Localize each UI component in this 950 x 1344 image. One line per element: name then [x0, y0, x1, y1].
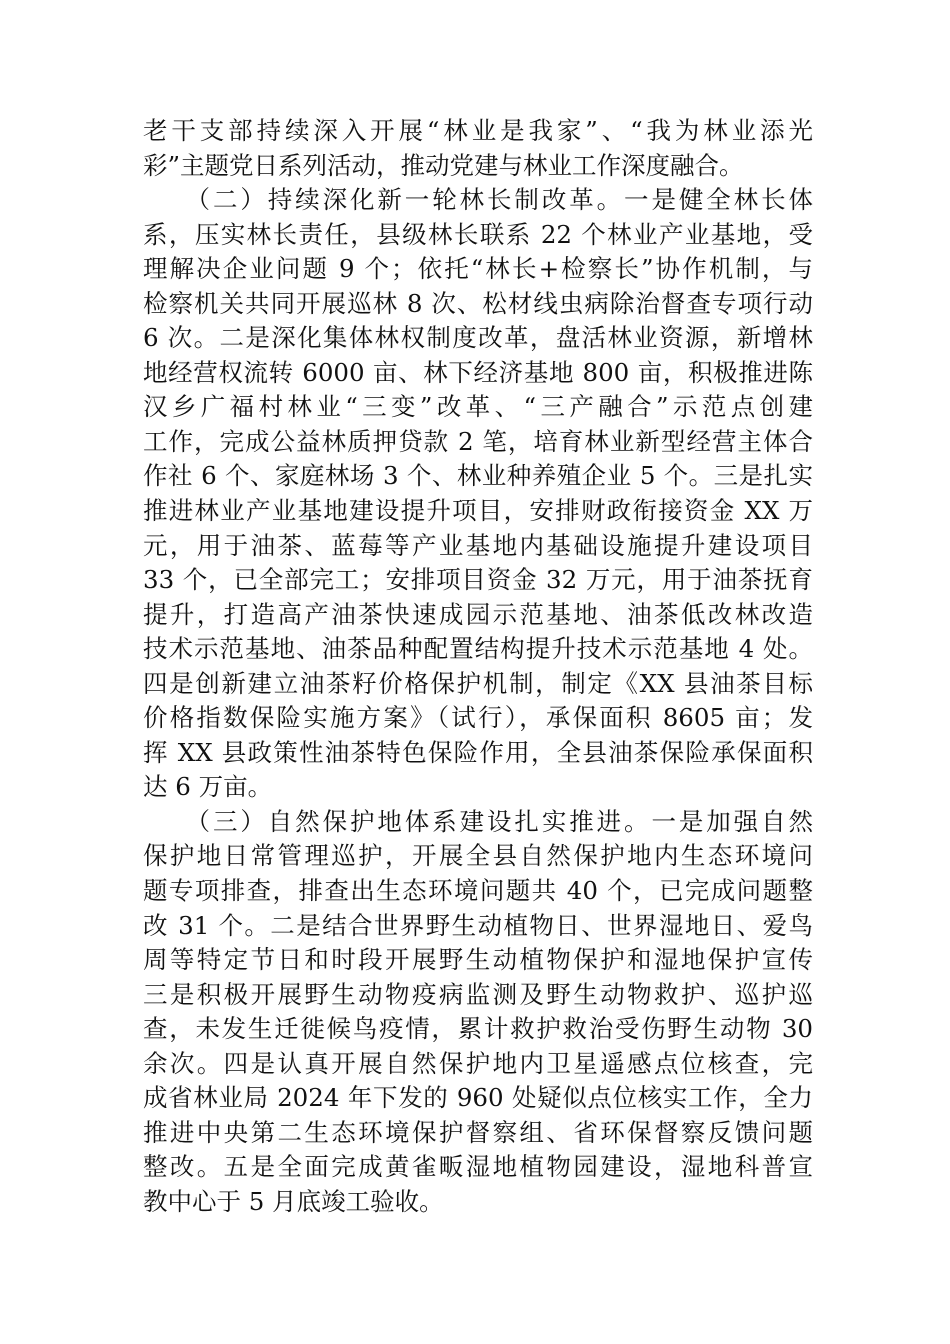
text-line: 保护地日常管理巡护，开展全县自然保护地内生态环境问	[143, 841, 813, 871]
text-line: 技术示范基地、油茶品种配置结构提升技术示范基地 4 处。	[143, 634, 813, 664]
text-line: （二）持续深化新一轮林长制改革。一是健全林长体	[143, 185, 813, 215]
text-line: 余次。四是认真开展自然保护地内卫星遥感点位核查，完	[143, 1048, 813, 1078]
text-line: 检察机关共同开展巡林 8 次、松材线虫病除治督查专项行动	[143, 288, 813, 318]
text-line: 四是创新建立油茶籽价格保护机制，制定《XX 县油茶目标	[143, 668, 813, 698]
text-line: 33 个，已全部完工；安排项目资金 32 万元，用于油茶抚育	[143, 565, 813, 595]
text-line: 推进林业产业基地建设提升项目，安排财政衔接资金 XX 万	[143, 496, 813, 526]
text-line: 系，压实林长责任，县级林长联系 22 个林业产业基地，受	[143, 219, 813, 249]
text-line: 达 6 万亩。	[143, 772, 273, 802]
text-line: 作社 6 个、家庭林场 3 个、林业种养殖企业 5 个。三是扎实	[143, 461, 813, 491]
text-line: 成省林业局 2024 年下发的 960 处疑似点位核实工作，全力	[143, 1083, 813, 1113]
text-line: 整改。五是全面完成黄雀畈湿地植物园建设，湿地科普宣	[143, 1152, 813, 1182]
text-line: 6 次。二是深化集体林权制度改革，盘活林业资源，新增林	[143, 323, 813, 353]
text-line: 彩”主题党日系列活动，推动党建与林业工作深度融合。	[143, 150, 744, 180]
text-line: 周等特定节日和时段开展野生动植物保护和湿地保护宣传	[143, 945, 813, 975]
text-line: 提升，打造高产油茶快速成园示范基地、油茶低改林改造	[143, 599, 813, 629]
text-line: 挥 XX 县政策性油茶特色保险作用，全县油茶保险承保面积	[143, 737, 813, 767]
text-line: 理解决企业问题 9 个；依托“林长+检察长”协作机制，与	[143, 254, 813, 284]
text-line: 地经营权流转 6000 亩、林下经济基地 800 亩，积极推进陈	[143, 357, 813, 387]
text-line: 元，用于油茶、蓝莓等产业基地内基础设施提升建设项目	[143, 530, 813, 560]
text-line: 教中心于 5 月底竣工验收。	[143, 1186, 444, 1216]
text-line: 汉乡广福村林业“三变”改革、“三产融合”示范点创建	[143, 392, 813, 422]
text-line: （三）自然保护地体系建设扎实推进。一是加强自然	[143, 806, 813, 836]
text-line: 题专项排查，排查出生态环境问题共 40 个，已完成问题整	[143, 876, 813, 906]
text-line: 改 31 个。二是结合世界野生动植物日、世界湿地日、爱鸟	[143, 910, 813, 940]
text-line: 三是积极开展野生动物疫病监测及野生动物救护、巡护巡	[143, 979, 813, 1009]
text-line: 查，未发生迁徙候鸟疫情，累计救护救治受伤野生动物 30	[143, 1014, 813, 1044]
text-line: 老干支部持续深入开展“林业是我家”、“我为林业添光	[143, 116, 813, 145]
document-body	[143, 114, 813, 1220]
text-line: 推进中央第二生态环境保护督察组、省环保督察反馈问题	[143, 1117, 813, 1147]
text-line: 工作，完成公益林质押贷款 2 笔，培育林业新型经营主体合	[143, 426, 813, 456]
text-line: 价格指数保险实施方案》（试行），承保面积 8605 亩；发	[143, 703, 813, 733]
